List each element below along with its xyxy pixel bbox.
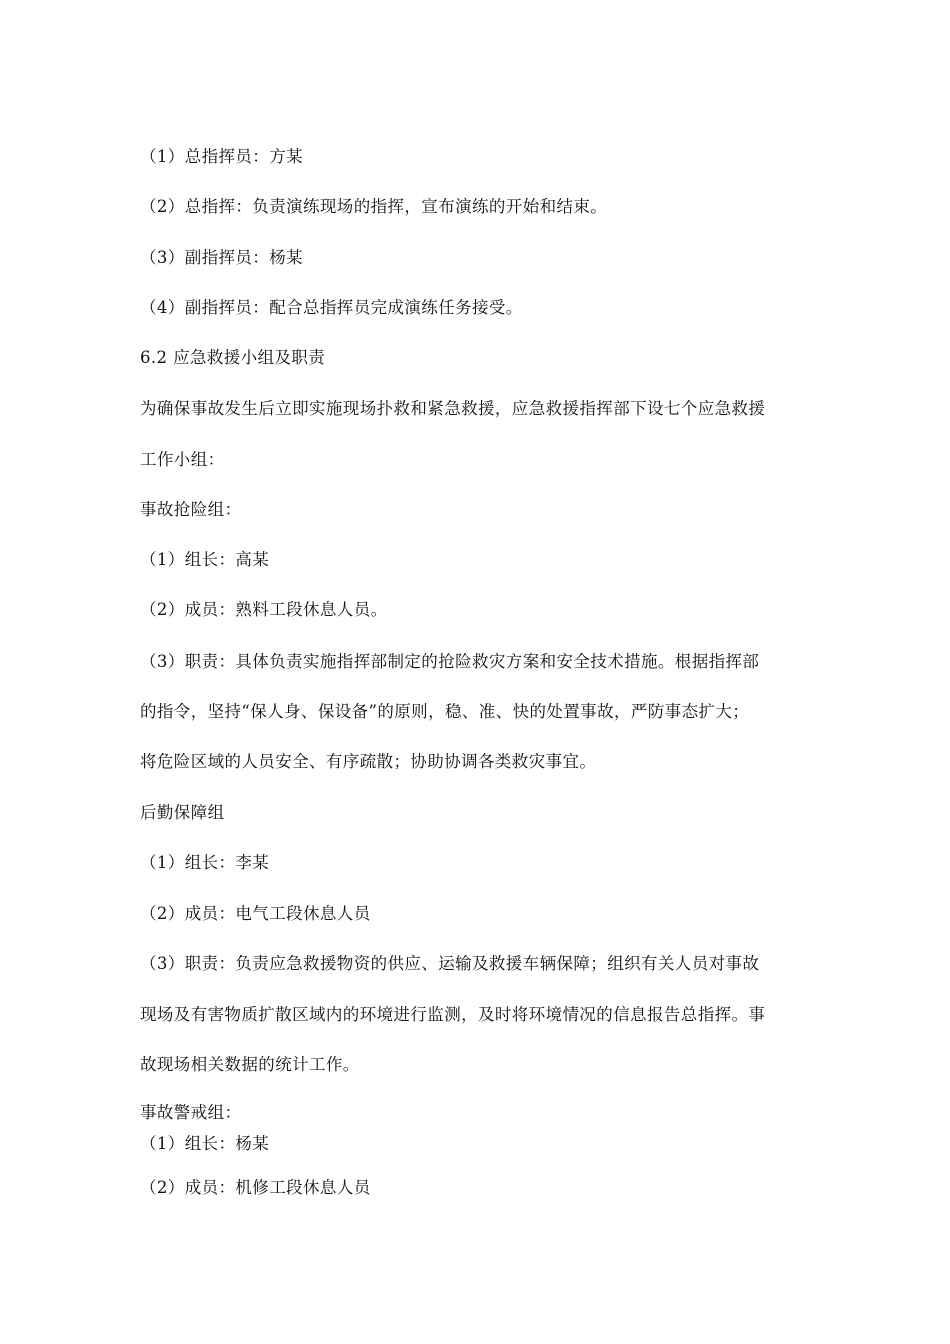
text-line: （3）职责：负责应急救援物资的供应、运输及救援车辆保障；组织有关人员对事故 xyxy=(140,954,760,973)
text-line: （4）副指挥员：配合总指挥员完成演练任务接受。 xyxy=(140,298,523,317)
text-line: （1）组长：杨某 xyxy=(140,1134,270,1153)
text-line: （2）成员：机修工段休息人员 xyxy=(140,1178,371,1197)
text-line: （3）职责：具体负责实施指挥部制定的抢险救灾方案和安全技术措施。根据指挥部 xyxy=(140,652,760,671)
section-heading: 6.2 应急救援小组及职责 xyxy=(140,348,326,367)
text-line: 现场及有害物质扩散区域内的环境进行监测，及时将环境情况的信息报告总指挥。事 xyxy=(140,1005,766,1024)
text-line: （1）总指挥员：方某 xyxy=(140,147,303,166)
text-line: 将危险区域的人员安全、有序疏散；协助协调各类救灾事宜。 xyxy=(140,752,597,771)
text-line: 工作小组： xyxy=(140,450,225,469)
text-line: （2）成员：电气工段休息人员 xyxy=(140,904,371,923)
text-line: （3）副指挥员：杨某 xyxy=(140,248,303,267)
group-heading: 事故抢险组： xyxy=(140,500,242,519)
group-heading: 后勤保障组 xyxy=(140,803,225,822)
group-heading: 事故警戒组： xyxy=(140,1103,242,1122)
text-line: （1）组长：高某 xyxy=(140,550,270,569)
text-line: 为确保事故发生后立即实施现场扑救和紧急救援，应急救援指挥部下设七个应急救援 xyxy=(140,399,766,418)
text-line: （2）成员：熟料工段休息人员。 xyxy=(140,600,388,619)
text-line: 故现场相关数据的统计工作。 xyxy=(140,1055,360,1074)
text-line: 的指令，坚持“保人身、保设备”的原则，稳、准、快的处置事故，严防事态扩大； xyxy=(140,702,750,721)
text-line: （1）组长：李某 xyxy=(140,853,270,872)
text-line: （2）总指挥：负责演练现场的指挥，宣布演练的开始和结束。 xyxy=(140,197,608,216)
